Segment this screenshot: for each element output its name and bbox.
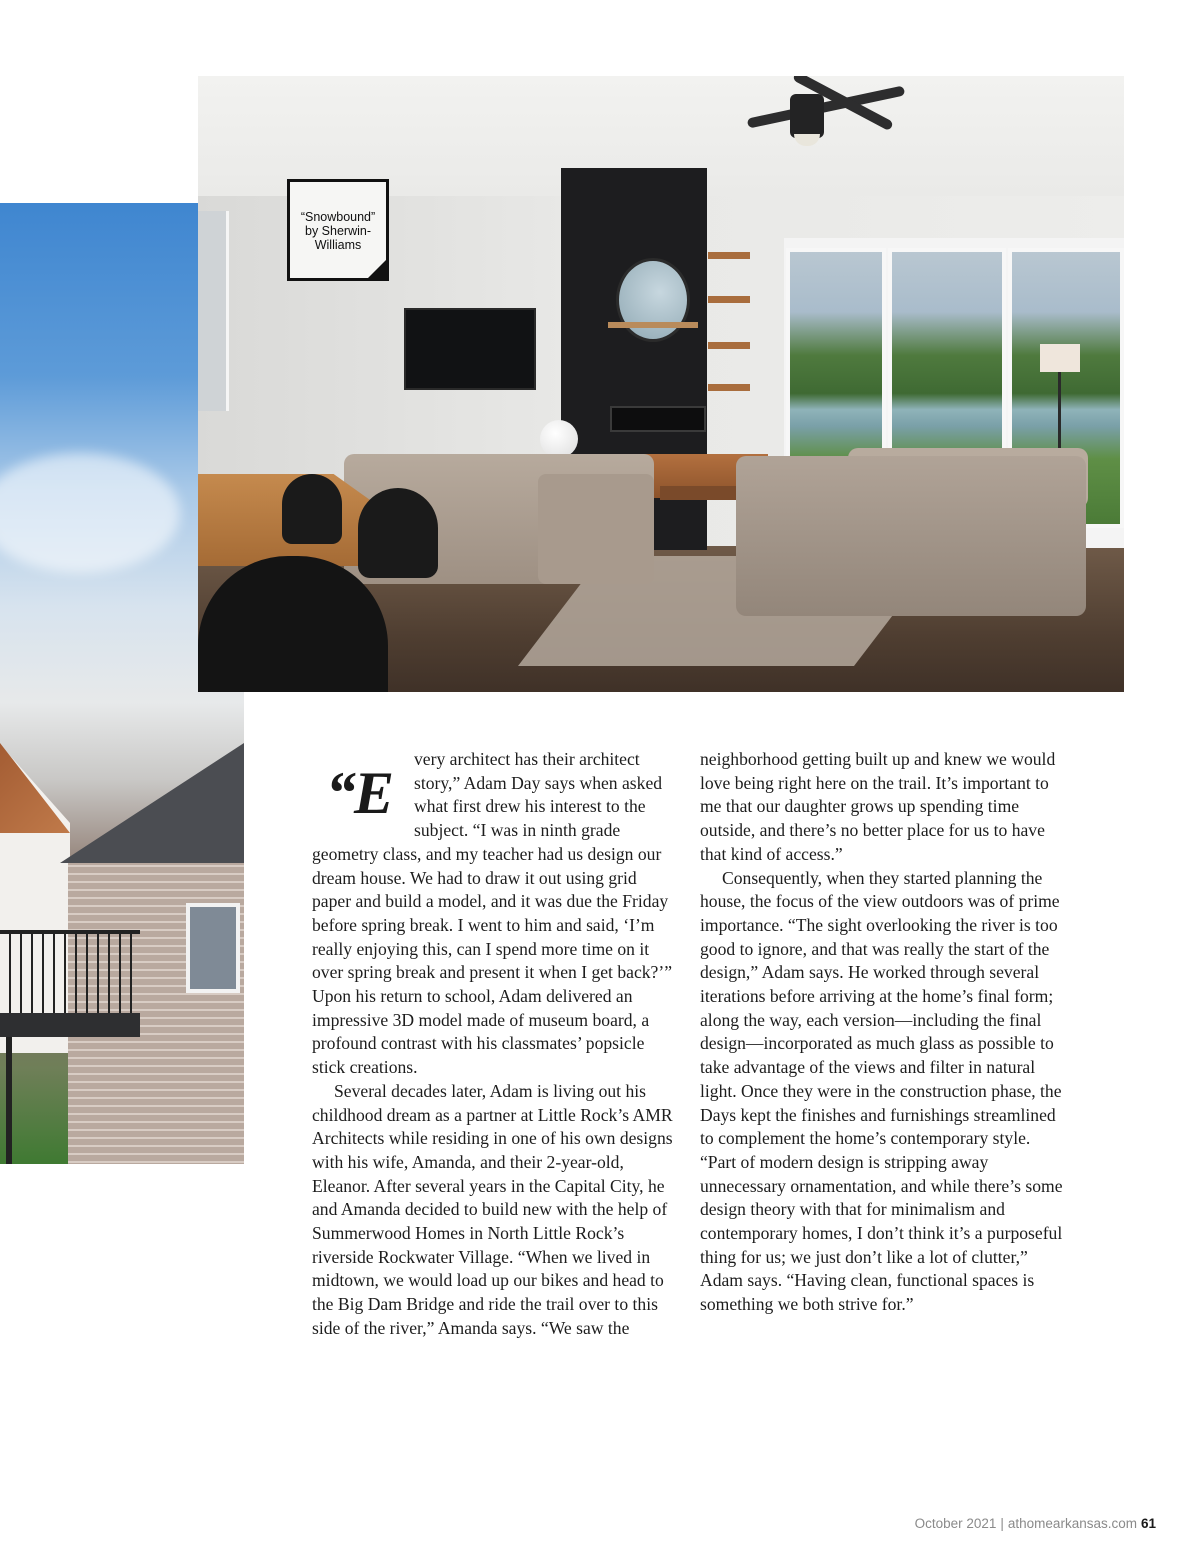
dining-chair	[282, 474, 342, 544]
drop-cap: “E	[326, 760, 393, 826]
fireplace	[610, 406, 706, 432]
tv	[404, 308, 536, 390]
issue-date: October 2021	[914, 1516, 997, 1531]
house-window	[186, 903, 240, 993]
sofa-right	[736, 456, 1086, 616]
mantel-shelf	[608, 322, 698, 328]
floor-lamp-shade	[1040, 344, 1080, 372]
wall-shelf	[708, 296, 750, 303]
deck-post	[6, 1037, 12, 1164]
page-footer	[915, 1516, 1156, 1531]
living-room-photo	[198, 76, 1124, 692]
paragraph: very architect has their architect story,” Adam Day says when asked what first drew his interest to the subject. “I was in ninth grade geometry class, and my teacher had us design our dream house. We had to draw it out using grid paper and build a model, and it was due the Friday before spring break. I went to him and said, ‘I’m really enjoying this, can I spend more time on it over spring break and present it when I get back?’” Upon his return to school, Adam delivered an impressive 3D model made of museum board, a profound contrast with his classmates’ popsicle stick creations.	[312, 749, 673, 1078]
side-window	[198, 211, 229, 411]
paragraph: Consequently, when they started planning the house, the focus of the view outdoors was of prime importance. “The sight overlooking the river is too good to ignore, and that was really the start of the design,” Adam says. He worked through several iterations before arriving at the home’s final form; along the way, each version—including the final design—incorporated as much glass as possible to take advantage of the views and filter in natural light. Once they were in the construction phase, the Days kept the finishes and furnishings streamlined to complement the home’s contemporary style. “Part of modern design is stripping away unnecessary ornamentation, and while there’s some design theory with that for minimalism and contemporary homes, I don’t think it’s a purposeful thing for us; we just don’t like a lot of clutter,” Adam says. “Having clean, functional spaces is something we both strive for.”	[700, 867, 1063, 1315]
sofa-left-arm	[538, 474, 654, 584]
paragraph: neighborhood getting built up and knew we would love being right here on the trail. It’s important to me that our daughter grows up spending time outside, and there’s no better place for us to have that kind of access.”	[700, 749, 1056, 864]
paragraph: Several decades later, Adam is living out his childhood dream as a partner at Little Rock’s AMR Architects while residing in one of his own designs with his wife, Amanda, and their 2-year-old, Eleanor. After several years in the Capital City, he and Amanda decided to build new with the help of Summerwood Homes in North Little Rock’s riverside Rockwater Village. “When we lived in midtown, we would load up our bikes and head to the Big Dam Bridge and ride the trail over to this side of the river,” Amanda says. “We saw the	[312, 1080, 673, 1338]
balcony-railing	[0, 930, 140, 1014]
wood-siding	[0, 743, 70, 833]
swatch-line: Williams	[314, 238, 362, 252]
swatch-line: “Snowbound”	[300, 210, 376, 224]
wall-shelf	[708, 384, 750, 391]
roof	[60, 743, 244, 863]
dining-chair	[358, 488, 438, 578]
ceiling-fan-hub	[790, 94, 824, 138]
globe-lamp	[540, 420, 578, 458]
balcony-deck	[0, 1013, 140, 1037]
round-mirror	[616, 258, 690, 342]
article-column-left	[312, 748, 674, 1341]
paint-swatch-callout	[287, 179, 389, 281]
swatch-corner-mark	[367, 259, 387, 279]
website: athomearkansas.com	[1007, 1516, 1137, 1531]
footer-separator: |	[1000, 1516, 1004, 1531]
article-column-right	[700, 748, 1066, 1317]
cloud	[0, 453, 180, 573]
wall-shelf	[708, 342, 750, 349]
swatch-line: by Sherwin-	[305, 224, 371, 238]
wall-shelf	[708, 252, 750, 259]
page-number: 61	[1140, 1516, 1156, 1531]
